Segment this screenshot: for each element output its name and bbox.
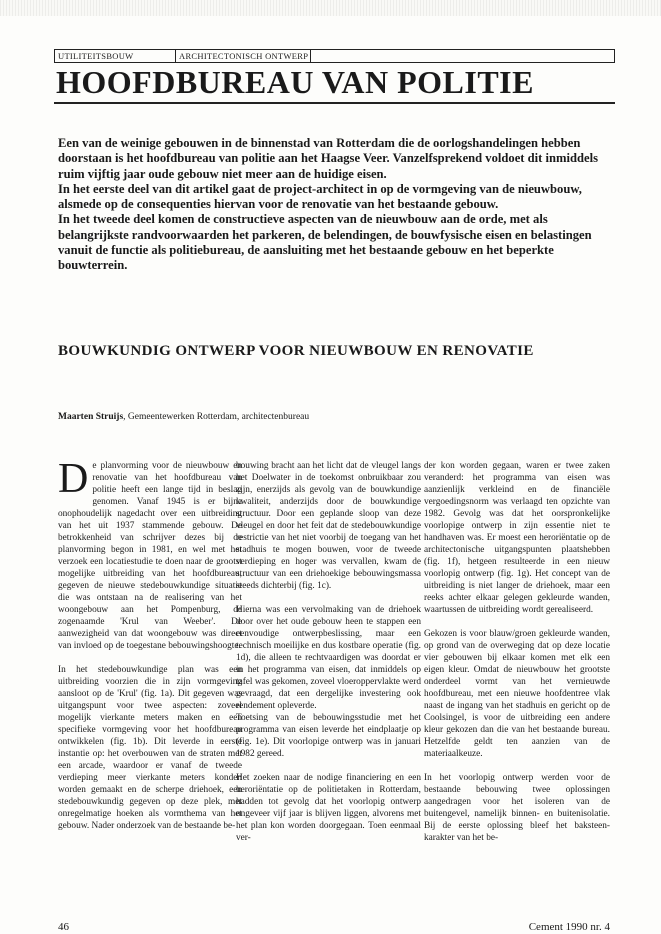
body-paragraph: Gekozen is voor blauw/groen gekleurde wanden, op grond van de overweging dat op deze locatie vier gebouwen bij elkaar komen met elk een eigen kleur. Omdat de nieuwbouw het grootste onderdeel vormt van het vernieuwde hoofdbureau, met een nieuwe hoofdentree vlak naast de ingang van het stadhuis en gericht op de Coolsingel, is voor de uitbreiding een andere kleur gekozen dan die van het bestaande bureau. Hetzelfde geldt ten aanzien van de materiaalkeuze.	[424, 629, 610, 759]
page-number: 46	[58, 921, 69, 933]
title-rule	[54, 102, 615, 104]
scan-noise-band	[0, 0, 661, 16]
body-column-3	[424, 460, 610, 856]
body-paragraph: Hierna was een vervolmaking van de driehoek door over het oude gebouw heen te stappen een eenvoudige ontwerpbeslissing, maar een technisch moeilijke en dus kostbare operatie (fig. 1d), die alleen te rechtvaardigen was doordat er in het programma van eisen, dat inmiddels op tafel was gekomen, zoveel vloeroppervlakte werd gevraagd, dat een dergelijke investering ook rendement opleverde.	[236, 605, 421, 711]
intro-paragraph-1: Een van de weinige gebouwen in de binnenstad van Rotterdam die de oorlogshandelingen hebben doorstaan is het hoofdbureau van politie aan het Haagse Veer. Vanzelfsprekend voldoet dit inmiddels ruim vijftig jaar oude gebouw niet meer aan de huidige eisen.	[58, 136, 598, 181]
intro-paragraph-2: In het eerste deel van dit artikel gaat de project-architect in op de vormgeving van de nieuwbouw, alsmede op de consequenties hiervan voor de renovatie van het bestaande gebouw.	[58, 181, 582, 212]
body-paragraph: Het zoeken naar de nodige financiering en een heroriëntatie op de politietaken in Rotterdam, hadden tot gevolg dat het voorlopig ontwerp ongeveer vijf jaar is blijven liggen, alvorens met het plan kon worden doorgegaan. Toen eenmaal ver-	[236, 773, 421, 843]
author-line	[58, 411, 309, 423]
body-paragraph: Toetsing van de bebouwingsstudie met het programma van eisen leverde het eindplaatje op (fig. 1e). Dit voorlopige ontwerp was in januari 1982 gereed.	[236, 713, 421, 759]
body-paragraph: bouwing bracht aan het licht dat de vleugel langs het Doelwater in de toekomst onbruikbaar zou zijn, enerzijds als gevolg van de bouwkundige kwaliteit, anderzijds door de bouwkundige structuur. Door een geplande sloop van deze vleugel en door het feit dat de stedebouwkundige restrictie van het niet voorbij de toegang van het stadhuis te mogen bouwen, voor de tweede verdieping en hoger was vervallen, kwam de structuur van een driehoekige bebouwingsmassa steeds dichterbij (fig. 1c).	[236, 461, 421, 591]
paragraph-text: e planvorming voor de nieuwbouw en renovatie van het hoofdbureau van politie heeft een lange tijd in beslag genomen. Vanaf 1945 is er bijna onophoudelijk nagedacht over een uitbreiding van het uit 1937 stammende gebouw. De betrokkenheid van schrijver dezes bij de planvorming begon in 1981, en wel met het verzoek een locatiestudie te doen naar de grootst mogelijke uitbreiding van het hoofdbureau, gegeven de nieuwe stedebouwkundige situatie die was ontstaan na de realisering van het woongebouw aan het Pompenburg, de zogenaamde 'Krul van Weeber'. De aanwezigheid van dat woongebouw was direct van invloed op de toegestane bebouwingshoogte.	[58, 461, 242, 651]
body-paragraph: der kon worden gegaan, waren er twee zaken veranderd: het programma van eisen was aanzienlijk verkleind en de financiële vergoedingsnorm was verlaagd ten opzichte van 1982. Gevolg was dat het oorspronkelijke voorlopige ontwerp in zijn essentie niet te handhaven was. Er moest een heroriëntatie op de architectonische uitgangspunten plaatshebben (fig. 1f), hetgeen resulteerde in een nieuw voorlopig ontwerp (fig. 1g). Het concept van de uitbreiding is niet langer de driehoek, maar een reeks achter elkaar gelegen gekleurde wanden, waartussen de uitbreiding wordt gerealiseerd.	[424, 461, 610, 615]
intro-paragraph-3: In het tweede deel komen de constructieve aspecten van de nieuwbouw aan de orde, met als belangrijkste randvoorwaarden het parkeren, de belendingen, de bouwfysische eisen en belastingen vanuit de functie als politiebureau, de aansluiting met het bestaande gebouw en het beperkte bouwterrein.	[58, 212, 592, 273]
article-subtitle: BOUWKUNDIG ONTWERP VOOR NIEUWBOUW EN RENOVATIE	[58, 343, 534, 359]
drop-cap: D	[58, 456, 89, 502]
section-subcategory: ARCHITECTONISCH ONTWERP	[176, 50, 311, 62]
section-category: UTILITEITSBOUW	[55, 50, 176, 62]
intro-lead	[58, 136, 618, 274]
body-column-1	[58, 456, 242, 844]
body-column-2	[236, 460, 421, 856]
author-affiliation: , Gemeentewerken Rotterdam, architectenbureau	[123, 412, 310, 422]
body-paragraph: In het voorlopig ontwerp werden voor de bestaande bebouwing twee oplossingen aangedragen voor het isoleren van de buitengevel, namelijk binnen- en buitenisolatie. Bij de eerste oplossing bleef het baksteen-karakter van het be-	[424, 773, 610, 843]
body-paragraph: In het stedebouwkundige plan was een uitbreiding voorzien die in zijn vormgeving aansloot op de 'Krul' (fig. 1a). Dit gegeven was uitgangspunt voor twee aspecten: zoveel mogelijk vierkante meters maken en een specifieke vormgeving voor het hoofdbureau ontwikkelen (fig. 1b). Dit leverde in eerste instantie op: het overbouwen van de straten met een arcade, waardoor er vanaf de tweede verdieping meer vierkante meters konden worden gemaakt en de scherpe driehoek, een stedebouwkundig gegeven op deze plek, met onregelmatige hoeken als vormthema van het gebouw. Nader onderzoek van de bestaande be-	[58, 665, 242, 831]
author-name: Maarten Struijs	[58, 412, 124, 422]
section-empty-cell	[311, 50, 614, 62]
section-header-bar	[54, 49, 615, 63]
page-title: HOOFDBUREAU VAN POLITIE	[56, 64, 534, 100]
body-paragraph	[58, 456, 242, 652]
journal-footer: Cement 1990 nr. 4	[528, 921, 610, 933]
